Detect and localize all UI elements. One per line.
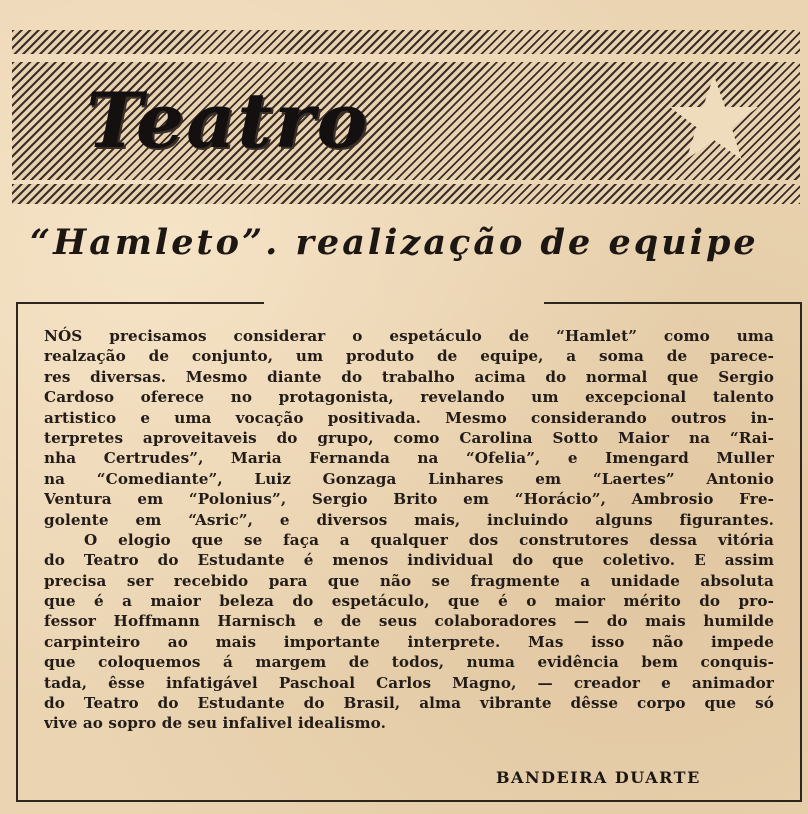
article-line: Cardoso oferece no protagonista, revelando um excepcional talento (44, 388, 774, 407)
article-line: vive ao sopro de seu infalivel idealismo. (44, 714, 387, 733)
article-line: nha Certrudes”, Maria Fernanda na “Ofelia”, e Imengard Muller (44, 449, 774, 468)
article-line: precisa ser recebido para que não se fragmente a unidade absoluta (44, 571, 774, 590)
article-line: golente em “Asric”, e diversos mais, incluindo alguns figurantes. (44, 510, 774, 529)
article-line: NÓS precisamos considerar o espetáculo de “Hamlet” como uma (44, 327, 774, 345)
article-line: O elogio que se faça a qualquer dos construtores dessa vitória (84, 530, 774, 549)
article-line: Ventura em “Polonius”, Sergio Brito em “Horácio”, Ambrosio Fre- (44, 490, 774, 509)
article-line: que é a maior beleza do espetáculo, que é o maior mérito do pro- (44, 592, 774, 611)
section-title: Teatro (86, 76, 370, 165)
article-line: terpretes aproveitaveis do grupo, como Carolina Sotto Maior na “Rai- (44, 428, 774, 447)
article-line: carpinteiro ao mais importante interprete. Mas isso não impede (44, 632, 774, 651)
article-line: que coloquemos á margem de todos, numa evidência bem conquis- (44, 653, 774, 672)
banner-stripe-top (12, 30, 800, 54)
article-line: fessor Hoffmann Harnisch e de seus colaboradores — do mais humilde (44, 612, 774, 631)
article-byline: BANDEIRA DUARTE (496, 768, 701, 787)
article-line: tada, êsse infatigável Paschoal Carlos Magno, — creador e animador (44, 673, 774, 692)
article-headline: “Hamleto”. realização de equipe (30, 222, 759, 263)
star-icon (668, 72, 760, 164)
article-line: do Teatro do Estudante é menos individual do que coletivo. E assim (44, 551, 774, 570)
frame-rule-top-right (544, 302, 800, 304)
frame-rule-bottom (16, 800, 800, 802)
article-line: realzação de conjunto, um produto de equipe, a soma de parece- (44, 347, 774, 366)
article-body (44, 326, 774, 734)
banner-stripe-bottom (12, 184, 800, 204)
frame-rule-top-left (16, 302, 264, 304)
article-line: artistico e uma vocação positivada. Mesmo considerando outros in- (44, 408, 774, 427)
article-line: do Teatro do Estudante do Brasil, alma vibrante dêsse corpo que só (44, 694, 774, 713)
article-line: res diversas. Mesmo diante do trabalho acima do normal que Sergio (44, 367, 774, 386)
article-line: na “Comediante”, Luiz Gonzaga Linhares em “Laertes” Antonio (44, 469, 774, 488)
